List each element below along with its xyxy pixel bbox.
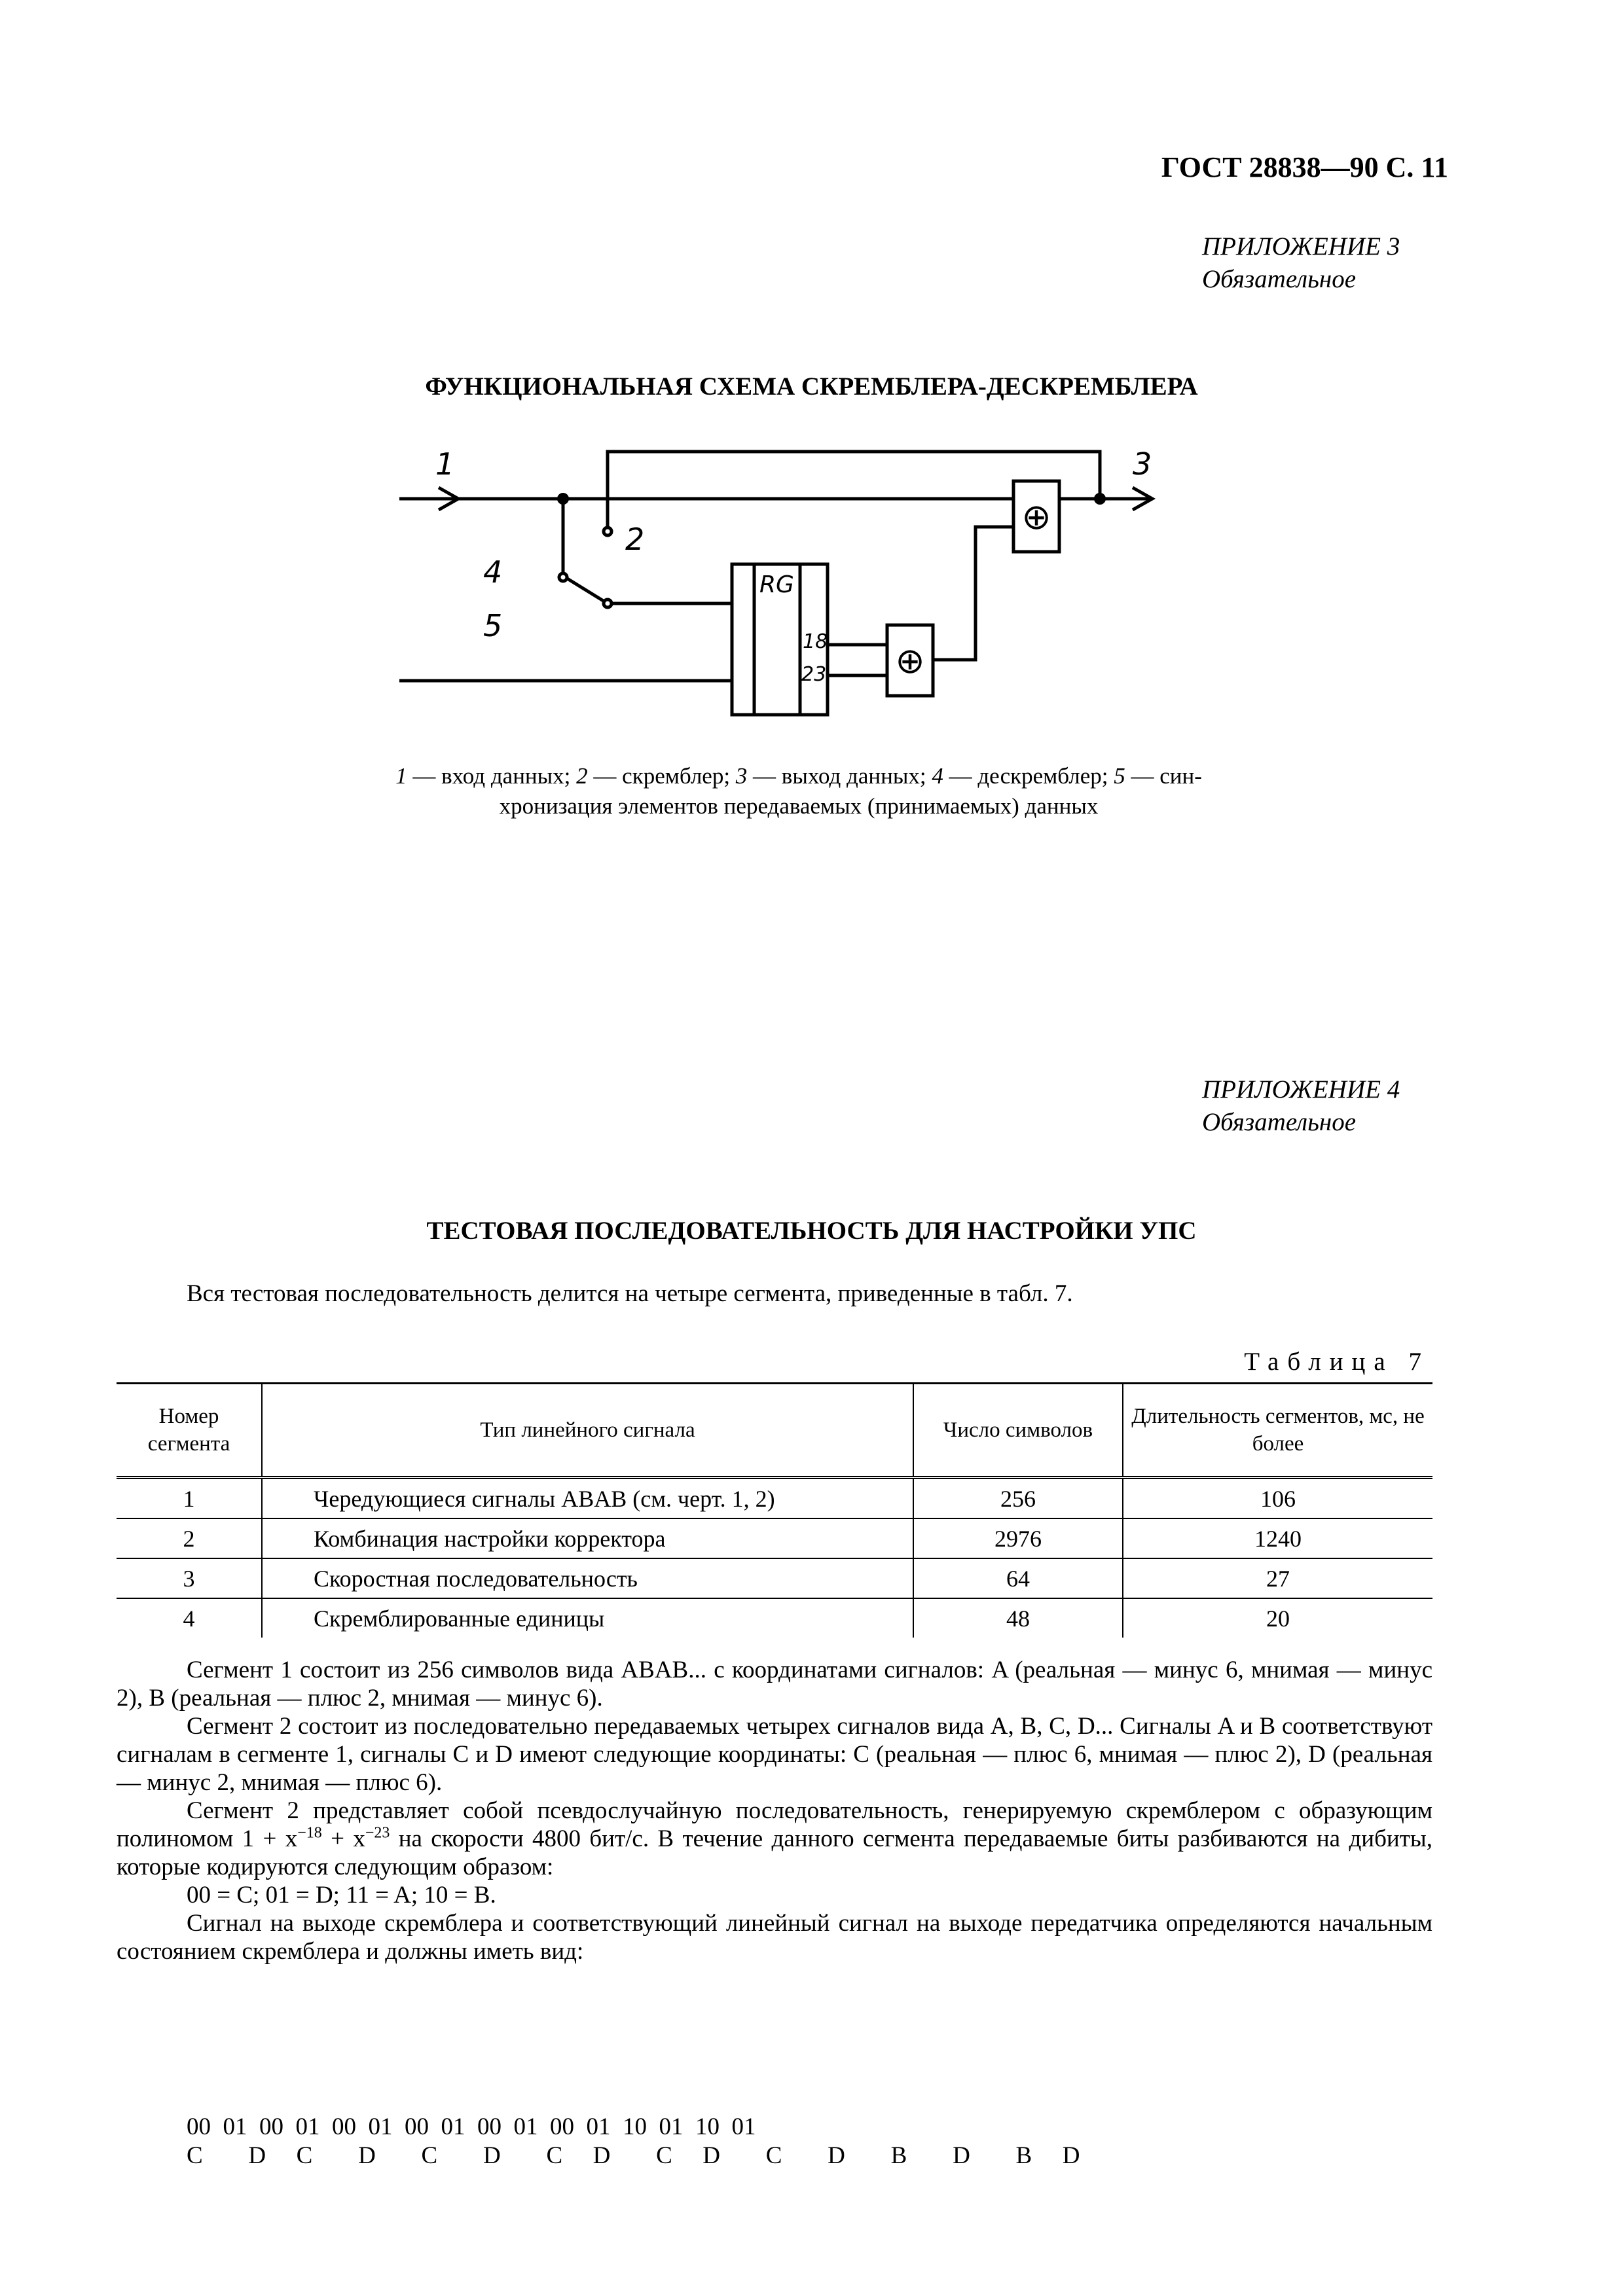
table-row [117,1598,1432,1638]
cell-duration: 106 [1123,1478,1432,1519]
table-7 [117,1382,1432,1638]
cell-type: Скремблированные единицы [262,1598,913,1638]
lower-xor-symbol: ⊕ [895,640,925,681]
body-text [117,1656,1432,1965]
switch-arm [563,576,608,603]
scrambler-diagram [0,0,1623,759]
paragraph-output: Сигнал на выходе скремблера и соответствующий линейный сигнал на выходе передатчика определяются начальным состоянием скремблера и должны иметь вид: [117,1910,1432,1965]
paragraph-segment-1: Сегмент 1 состоит из 256 символов вида ABAB... с координатами сигналов: A (реальная — минус 6, мнимая — минус 2), B (реальная — плюс 2, мнимая — минус 6). [117,1657,1432,1712]
cell-type: Комбинация настройки корректора [262,1518,913,1558]
label-4: 4 [483,554,503,590]
label-1: 1 [435,446,455,482]
label-rg: RG [759,571,794,598]
cell-type: Скоростная последовательность [262,1558,913,1598]
paragraph-segment-2: Сегмент 2 состоит из последовательно передаваемых четырех сигналов вида A, B, C, D... Сигналы A и B соответствуют сигналам в сегменте 1, сигналы C и D имеют следующие координаты: C (реальная — плюс 6, мнимая — плюс 2), D (реальная — минус 2, мнимая — плюс 6). [117,1713,1432,1796]
upper-xor-symbol: ⊕ [1021,496,1051,537]
diagram-caption [340,761,1257,821]
label-3: 3 [1133,446,1152,482]
appendix-4-number: ПРИЛОЖЕНИЕ 4 [1202,1075,1400,1103]
cell-symbols: 48 [913,1598,1123,1638]
junction-dot [557,493,569,505]
header-duration: Длительность сегментов, мс, не более [1123,1384,1432,1478]
cell-duration: 20 [1123,1598,1432,1638]
header-signal-type: Тип линейного сигнала [262,1384,913,1478]
appendix-4-status: Обязательное [1202,1108,1357,1136]
cell-symbols: 256 [913,1478,1123,1519]
table-row [117,1558,1432,1598]
label-23: 23 [801,663,827,686]
cell-symbols: 2976 [913,1518,1123,1558]
section-title: ТЕСТОВАЯ ПОСЛЕДОВАТЕЛЬНОСТЬ ДЛЯ НАСТРОЙКИ УПС [426,1217,1197,1245]
table-row [117,1518,1432,1558]
cell-duration: 1240 [1123,1518,1432,1558]
table-header-row [117,1384,1432,1478]
page-header: ГОСТ 28838—90 С. 11 [1161,151,1448,183]
header-symbol-count: Число символов [913,1384,1123,1478]
table-row [117,1478,1432,1519]
bit-sequence: 00 01 00 01 00 01 00 01 00 01 00 01 10 01 10 01 [187,2113,756,2140]
appendix-4-label [1202,1073,1400,1139]
symbol-sequence: C D C D C D C D C D C D B D B D [187,2142,1080,2169]
appendix-3-status: Обязательное [1202,265,1357,293]
paragraph-coding: 00 = C; 01 = D; 11 = A; 10 = B. [187,1882,496,1909]
label-2: 2 [625,522,645,557]
cell-num: 4 [183,1605,195,1632]
table-caption: Таблица 7 [1244,1348,1430,1376]
cell-num: 1 [117,1478,262,1519]
caption-line-1: 1 — вход данных; 2 — скремблер; 3 — выход данных; 4 — дескремблер; 5 — син- [395,763,1202,789]
header-segment-number: Номер сегмента [117,1384,262,1478]
cell-duration: 27 [1123,1558,1432,1598]
cell-num: 3 [117,1558,262,1598]
cell-type: Чередующиеся сигналы ABAB (см. черт. 1, 2) [262,1478,913,1519]
appendix-3-number: ПРИЛОЖЕНИЕ 3 [1202,232,1400,260]
label-18: 18 [803,630,828,653]
paragraph-polynomial: Сегмент 2 представляет собой псевдослучайную последовательность, генерируемую скремблером с образующим полиномом $1 + x^{-18} + x^{-23}$ на скорости 4800 бит/с. В течение данного сегмента передаваемые биты разбиваются на дибиты, которые кодируются следующим образом: [117,1797,1432,1880]
diagram-title: ФУНКЦИОНАЛЬНАЯ СХЕМА СКРЕМБЛЕРА-ДЕСКРЕМБЛЕРА [425,372,1198,401]
junction-dot-output [1094,493,1106,505]
intro-paragraph: Вся тестовая последовательность делится на четыре сегмента, приведенные в табл. 7. [187,1280,1073,1307]
cell-symbols: 64 [913,1558,1123,1598]
caption-line-2: хронизация элементов передаваемых (принимаемых) данных [499,793,1099,819]
cell-num: 2 [117,1518,262,1558]
label-5: 5 [483,608,503,643]
